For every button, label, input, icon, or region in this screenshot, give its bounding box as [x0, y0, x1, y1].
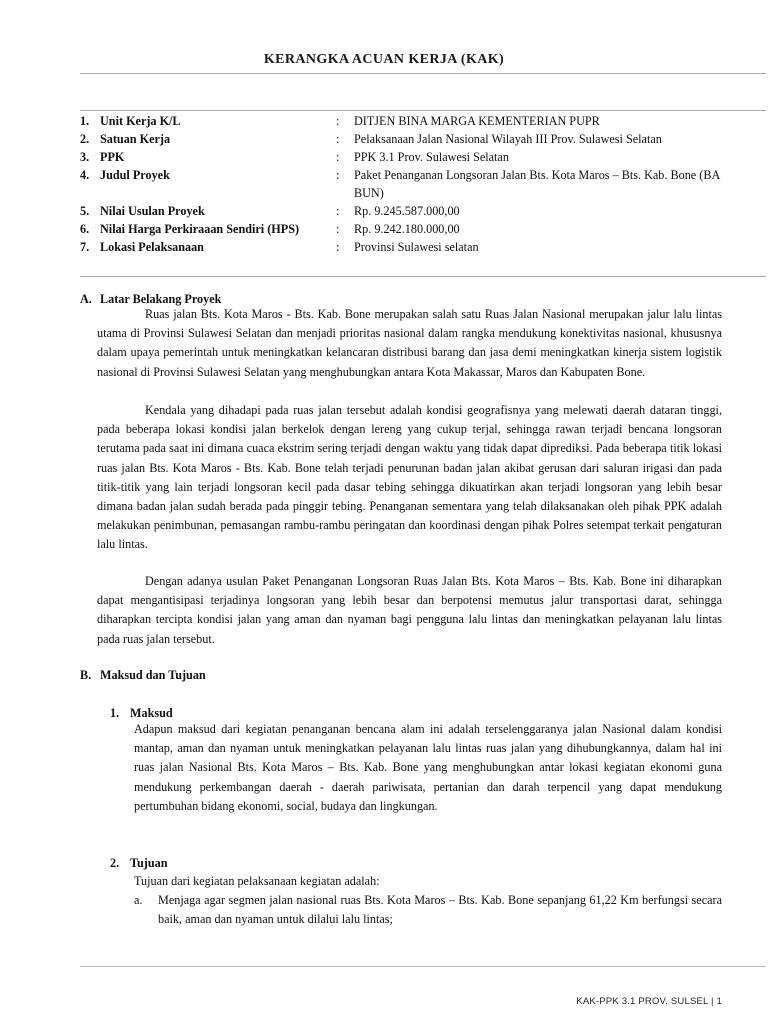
info-label: Nilai Harga Perkiraaan Sendiri (HPS) — [100, 222, 300, 236]
section-heading — [80, 666, 206, 684]
info-label: Judul Proyek — [100, 168, 170, 182]
info-number: 3. — [80, 150, 90, 164]
info-value: DITJEN BINA MARGA KEMENTERIAN PUPR — [354, 114, 600, 128]
paragraph: Dengan adanya usulan Paket Penanganan Longsoran Ruas Jalan Bts. Kota Maros – Bts. Kab. Bone ini diharapkan dapat mengantisipasi terjadinya longsoran yang lebih besar dan berpotensi memutus jalur transportasi darat, sehingga diharapkan tercipta kondisi jalan yang aman dan nyaman bagi pengguna lalu lintas dan meningkatkan pelayanan lalu lintas pada ruas jalan tersebut. — [97, 574, 722, 646]
info-colon: : — [336, 240, 340, 254]
project-info-table — [80, 112, 730, 256]
info-value: Pelaksanaan Jalan Nasional Wilayah III Prov. Sulawesi Selatan — [354, 132, 662, 146]
paragraph: Adapun maksud dari kegiatan penanganan bencana alam ini adalah terselenggaranya jalan Nasional dalam kondisi mantap, aman dan nyaman untuk meningkatkan pelayanan lalu lintas ruas jalan yang dihubungkannya, dalam hal ini ruas jalan Nasional Bts. Kota Maros – Bts. Kab. Bone yang menghubungkan antar lokasi kegiatan ekonomi guna mendukung perkembangan daerah - daerah pariwisata, pertanian dan darah terpencil yang dapat mendukung pertumbuhan bidang ekonomi, social, budaya dan lingkungan. — [134, 722, 722, 813]
info-number: 7. — [80, 240, 90, 254]
info-value: PPK 3.1 Prov. Sulawesi Selatan — [354, 150, 509, 164]
info-number: 1. — [80, 114, 90, 128]
subsection-number: 2. — [110, 856, 120, 870]
paragraph: Ruas jalan Bts. Kota Maros - Bts. Kab. Bone merupakan salah satu Ruas Jalan Nasional merupakan jalur lalu lintas utama di Provinsi Sulawesi Selatan dan menjadi prioritas nasional dalam rangka mendukung konektivitas nasional, khususnya dalam upaya pemerintah untuk meningkatkan kelancaran distribusi barang dan jasa demi meningkatkan kinerja sistem logistik nasional di Provinsi Sulawesi Selatan yang menghubungkan antara Kota Makassar, Maros dan Kabupaten Bone. — [97, 307, 722, 379]
paragraph: Tujuan dari kegiatan pelaksanaan kegiatan adalah: — [134, 874, 380, 888]
section-letter: B. — [80, 668, 92, 682]
info-row — [80, 148, 730, 166]
info-row — [80, 166, 730, 202]
info-label: Nilai Usulan Proyek — [100, 204, 205, 218]
section-title: Maksud dan Tujuan — [100, 668, 206, 682]
page-footer: KAK-PPK 3.1 PROV. SULSEL | 1 — [576, 996, 722, 1007]
info-colon: : — [336, 150, 340, 164]
divider — [80, 276, 766, 277]
list-letter: a. — [134, 893, 143, 907]
info-row — [80, 202, 730, 220]
info-colon: : — [336, 168, 340, 182]
subsection-title: Maksud — [130, 706, 173, 720]
subsection-heading — [110, 854, 168, 872]
info-row — [80, 238, 730, 256]
section-letter: A. — [80, 292, 92, 306]
info-value: Paket Penanganan Longsoran Jalan Bts. Kota Maros – Bts. Kab. Bone (BA BUN) — [354, 168, 720, 200]
info-label: Unit Kerja K/L — [100, 114, 181, 128]
info-colon: : — [336, 222, 340, 236]
info-row — [80, 112, 730, 130]
info-label: Satuan Kerja — [100, 132, 171, 146]
section-title: Latar Belakang Proyek — [100, 292, 222, 306]
info-number: 5. — [80, 204, 90, 218]
info-label: PPK — [100, 150, 125, 164]
info-row — [80, 130, 730, 148]
list-item — [134, 891, 722, 929]
info-value: Rp. 9.245.587.000,00 — [354, 204, 460, 218]
divider — [80, 110, 766, 111]
info-value: Rp. 9.242.180.000,00 — [354, 222, 460, 236]
document-title: KERANGKA ACUAN KERJA (KAK) — [263, 52, 505, 67]
list-text: Menjaga agar segmen jalan nasional ruas Bts. Kota Maros – Bts. Kab. Bone sepanjang 61,22 Km berfungsi secara baik, aman dan nyaman untuk dilalui lalu lintas; — [158, 893, 722, 927]
info-number: 2. — [80, 132, 90, 146]
info-number: 6. — [80, 222, 90, 236]
divider — [80, 73, 766, 74]
info-colon: : — [336, 132, 340, 146]
footer-divider — [80, 966, 766, 967]
info-colon: : — [336, 204, 340, 218]
subsection-number: 1. — [110, 706, 120, 720]
info-colon: : — [336, 114, 340, 128]
info-value: Provinsi Sulawesi selatan — [354, 240, 479, 254]
subsection-title: Tujuan — [130, 856, 168, 870]
info-number: 4. — [80, 168, 90, 182]
info-label: Lokasi Pelaksanaan — [100, 240, 204, 254]
info-row — [80, 220, 730, 238]
paragraph: Kendala yang dihadapi pada ruas jalan tersebut adalah kondisi geografisnya yang melewati daerah dataran tinggi, pada beberapa lokasi kondisi jalan berkelok dengan lereng yang cukup terjal, sehingga rawan terjadi bencana longsoran terutama pada saat ini dimana cuaca ekstrim sering terjadi dengan waktu yang tidak dapat diprediksi. Pada beberapa titik lokasi ruas jalan Bts. Kota Maros - Bts. Kab. Bone telah terjadi penurunan badan jalan akibat gerusan dari saluran irigasi dan pada titik-titik yang lain terjadi longsoran kecil pada dasar tebing sehingga dikuatirkan akan terjadi longsoran yang lebih besar dimana badan jalan sudah berada pada pinggir tebing. Penanganan sementara yang telah dilaksanakan oleh pihak PPK adalah melakukan penimbunan, pemasangan rambu-rambu peringatan dan koordinasi dengan pihak Polres setempat terkait pengaturan lalu lintas. — [97, 403, 722, 552]
